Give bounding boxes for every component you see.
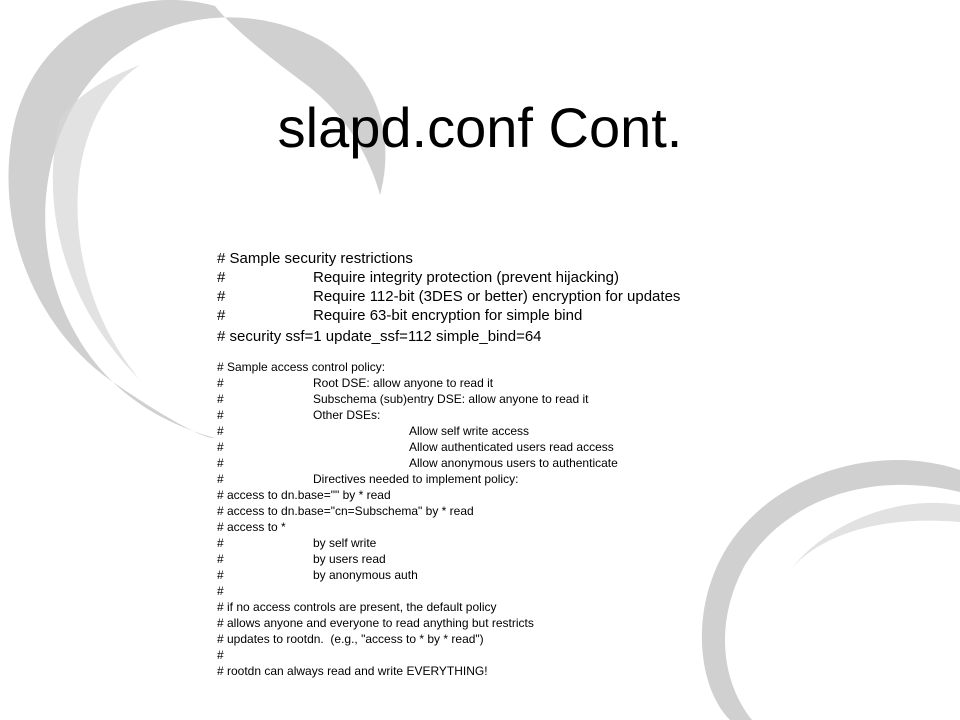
access-control-block xyxy=(217,359,937,679)
code-line: # allows anyone and everyone to read anything but restricts xyxy=(217,616,534,630)
slide-body xyxy=(217,249,937,679)
code-line xyxy=(217,423,937,439)
hash-mark: # xyxy=(217,440,224,454)
code-line xyxy=(217,535,937,551)
line-text: Other DSEs: xyxy=(313,408,381,422)
hash-mark: # xyxy=(217,552,224,566)
hash-mark: # xyxy=(217,408,224,422)
hash-mark: # xyxy=(217,288,226,305)
hash-mark: # xyxy=(217,269,226,286)
code-line xyxy=(217,551,937,567)
hash-mark: # xyxy=(217,568,224,582)
line-text: Subschema (sub)entry DSE: allow anyone to read it xyxy=(313,392,589,406)
hash-mark: # xyxy=(217,472,224,486)
code-line xyxy=(217,306,937,325)
code-line: # access to dn.base="cn=Subschema" by * read xyxy=(217,504,474,518)
line-text: Allow authenticated users read access xyxy=(409,440,614,454)
slide-title: slapd.conf Cont. xyxy=(277,96,683,159)
line-text: by self write xyxy=(313,536,377,550)
code-line xyxy=(217,407,937,423)
code-line xyxy=(217,567,937,583)
code-line: # Sample security restrictions xyxy=(217,250,413,267)
line-text: Require 112-bit (3DES or better) encryption for updates xyxy=(313,288,681,305)
line-text: Require integrity protection (prevent hijacking) xyxy=(313,269,619,286)
security-restrictions-block xyxy=(217,249,937,346)
code-line xyxy=(217,471,937,487)
hash-mark: # xyxy=(217,456,224,470)
code-line: # rootdn can always read and write EVERYTHING! xyxy=(217,664,488,678)
code-line: # xyxy=(217,584,224,598)
line-text: by users read xyxy=(313,552,386,566)
hash-mark: # xyxy=(217,376,224,390)
line-text: Allow self write access xyxy=(409,424,530,438)
code-line xyxy=(217,287,937,306)
line-text: by anonymous auth xyxy=(313,568,418,582)
code-line xyxy=(217,375,937,391)
code-line: # access to * xyxy=(217,520,286,534)
code-line: # xyxy=(217,648,224,662)
hash-mark: # xyxy=(217,392,224,406)
code-line xyxy=(217,455,937,471)
code-line: # security ssf=1 update_ssf=112 simple_bind=64 xyxy=(217,328,542,345)
hash-mark: # xyxy=(217,307,226,324)
code-line: # updates to rootdn. (e.g., "access to * by * read") xyxy=(217,632,484,646)
code-line: # access to dn.base="" by * read xyxy=(217,488,391,502)
line-text: Directives needed to implement policy: xyxy=(313,472,519,486)
code-line xyxy=(217,439,937,455)
code-line xyxy=(217,268,937,287)
hash-mark: # xyxy=(217,536,224,550)
line-text: Require 63-bit encryption for simple bind xyxy=(313,307,583,324)
code-line xyxy=(217,391,937,407)
code-line: # Sample access control policy: xyxy=(217,360,386,374)
hash-mark: # xyxy=(217,424,224,438)
code-line: # if no access controls are present, the default policy xyxy=(217,600,497,614)
line-text: Root DSE: allow anyone to read it xyxy=(313,376,494,390)
line-text: Allow anonymous users to authenticate xyxy=(409,456,618,470)
